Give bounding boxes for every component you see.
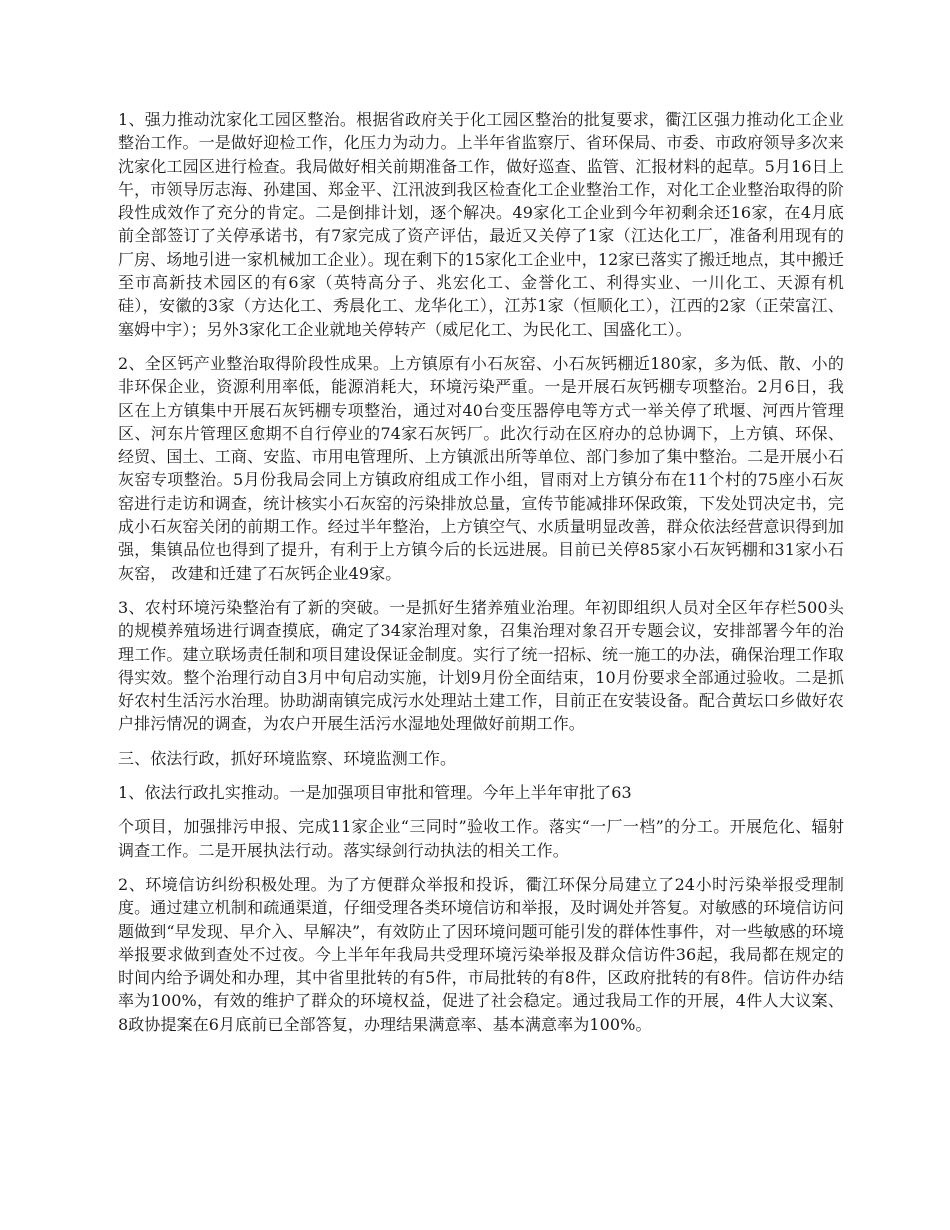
document-body	[118, 108, 844, 1047]
paragraph-petitions: 2、环境信访纠纷积极处理。为了方便群众举报和投诉，衢江环保分局建立了24小时污染举报受理制度。通过建立机制和疏通渠道，仔细受理各类环境信访和举报，及时调处并答复。对敏感的环境信访问题做到“早发现、早介入、早解决”，有效防止了因环境问题可能引发的群体性事件，对一些敏感的环境举报要求做到查处不过夜。今上半年年我局共受理环境污染举报及群众信访件36起，我局都在规定的时间内给予调处和办理，其中省里批转的有5件，市局批转的有8件，区政府批转的有8件。信访件办结率为100%，有效的维护了群众的环境权益，促进了社会稳定。通过我局工作的开展，4件人大议案、8政协提案在6月底前已全部答复，办理结果满意率、基本满意率为100%。	[118, 874, 844, 1034]
paragraph-administration-start: 1、依法行政扎实推动。一是加强项目审批和管理。今年上半年审批了63	[118, 783, 632, 803]
paragraph-administration-cont: 个项目，加强排污申报、完成11家企业“三同时”验收工作。落实“一厂一档”的分工。开展危化、辐射调查工作。二是开展执法行动。落实绿剑行动执法的相关工作。	[118, 817, 844, 860]
section-heading: 三、依法行政，抓好环境监察、环境监测工作。	[118, 748, 457, 768]
paragraph-chemical-park: 1、强力推动沈家化工园区整治。根据省政府关于化工园区整治的批复要求，衢江区强力推动化工企业整治工作。一是做好迎检工作，化压力为动力。上半年省监察厅、省环保局、市委、市政府领导多次来沈家化工园区进行检查。我局做好相关前期准备工作，做好巡查、监管、汇报材料的起草。5月16日上午，市领导厉志海、孙建国、郑金平、江汛波到我区检查化工企业整治工作，对化工企业整治取得的阶段性成效作了充分的肯定。二是倒排计划，逐个解决。49家化工企业到今年初剩余还16家，在4月底前全部签订了关停承诺书，有7家完成了资产评估，最近又关停了1家（江达化工厂，准备利用现有的厂房、场地引进一家机械加工企业）。现在剩下的15家化工企业中，12家已落实了搬迁地点，其中搬迁至市高新技术园区的有6家（英特高分子、兆宏化工、金誉化工、利得实业、一川化工、天源有机硅），安徽的3家（方达化工、秀晨化工、龙华化工），江苏1家（恒顺化工），江西的2家（正荣富江、塞姆中宇）；另外3家化工企业就地关停转产（威尼化工、为民化工、国盛化工）。	[118, 110, 844, 339]
paragraph-calcium-industry: 2、全区钙产业整治取得阶段性成果。上方镇原有小石灰窑、小石灰钙棚近180家，多为低、散、小的非环保企业，资源利用率低，能源消耗大，环境污染严重。一是开展石灰钙棚专项整治。2月6日，我区在上方镇集中开展石灰钙棚专项整治，通过对40台变压器停电等方式一举关停了玳堰、河西片管理区、河东片管理区愈期不自行停业的74家石灰钙厂。此次行动在区府办的总协调下，上方镇、环保、经贸、国土、工商、安监、市用电管理所、上方镇派出所等单位、部门参加了集中整治。二是开展小石灰窑专项整治。5月份我局会同上方镇政府组成工作小组，冒雨对上方镇分布在11个村的75座小石灰窑进行走访和调查，统计核实小石灰窑的污染排放总量，宣传节能减排环保政策，下发处罚决定书，完成小石灰窑关闭的前期工作。经过半年整治，上方镇空气、水质量明显改善，群众依法经营意识得到加强，集镇品位也得到了提升，有利于上方镇今后的长远进展。目前已关停85家小石灰钙棚和31家小石灰窑， 改建和迁建了石灰钙企业49家。	[118, 353, 844, 583]
paragraph-rural-pollution: 3、农村环境污染整治有了新的突破。一是抓好生猪养殖业治理。年初即组织人员对全区年存栏500头的规模养殖场进行调查摸底，确定了34家治理对象，召集治理对象召开专题会议，安排部署今年的治理工作。建立联场责任制和项目建设保证金制度。实行了统一招标、统一施工的办法，确保治理工作取得实效。整个治理行动自3月中旬启动实施，计划9月份全面结束，10月份要求全部通过验收。二是抓好农村生活污水治理。协助湖南镇完成污水处理站土建工作，目前正在安装设备。配合黄坛口乡做好农户排污情况的调查，为农户开展生活污水湿地处理做好前期工作。	[118, 597, 844, 734]
